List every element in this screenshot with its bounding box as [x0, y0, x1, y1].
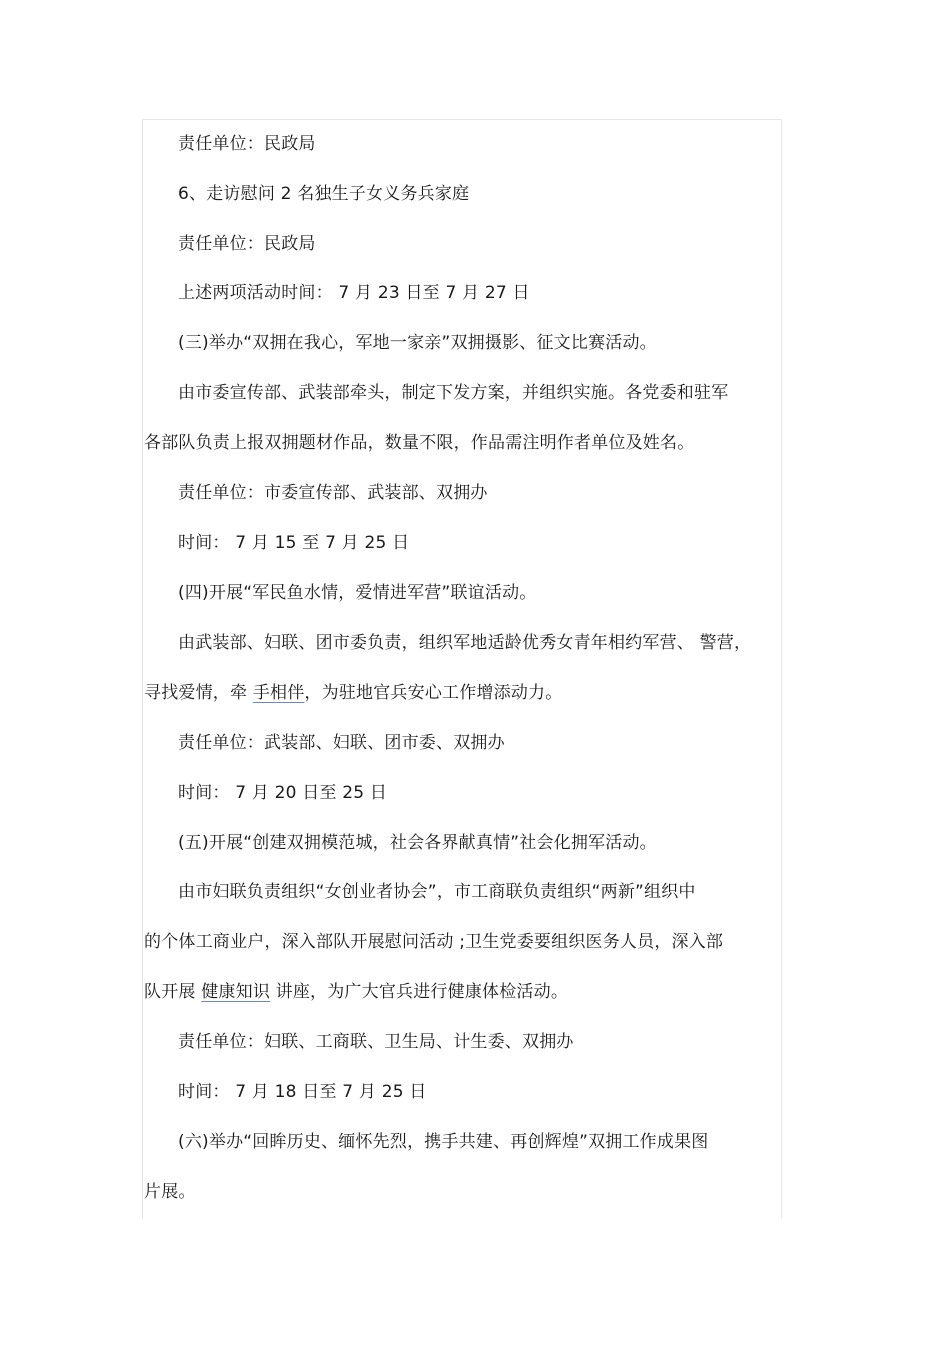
paragraph-line	[144, 678, 562, 708]
section-3-heading: (三)举办“双拥在我心，军地一家亲”双拥摄影、征文比赛活动。	[178, 333, 657, 353]
activity-time-line: 时间： 7 月 15 至 7 月 25 日	[178, 533, 410, 553]
activity-time-line: 时间： 7 月 20 日至 25 日	[178, 783, 388, 803]
activity-time-line: 时间： 7 月 18 日至 7 月 25 日	[178, 1082, 427, 1102]
responsible-unit-line: 责任单位：民政局	[178, 234, 316, 254]
document-page	[142, 119, 782, 1219]
responsible-unit-line: 责任单位：市委宣传部、武装部、双拥办	[178, 483, 488, 503]
item-6-heading: 6、走访慰问 2 名独生子女义务兵家庭	[178, 184, 470, 204]
responsible-unit-line: 责任单位：武装部、妇联、团市委、双拥办	[178, 733, 505, 753]
text-segment: ，为驻地官兵安心工作增添动力。	[304, 683, 563, 703]
text-segment: 队开展	[144, 982, 202, 1002]
paragraph-line: 片展。	[144, 1182, 196, 1202]
section-6-heading: (六)举办“回眸历史、缅怀先烈，携手共建、再创辉煌”双拥工作成果图	[178, 1132, 709, 1152]
responsible-unit-line: 责任单位：民政局	[178, 134, 316, 154]
paragraph-line: 由市妇联负责组织“女创业者协会”，市工商联负责组织“两新”组织中	[178, 882, 696, 902]
responsible-unit-line: 责任单位：妇联、工商联、卫生局、计生委、双拥办	[178, 1032, 574, 1052]
text-segment: 寻找爱情，牵	[144, 683, 253, 703]
paragraph-line: 由武装部、妇联、团市委负责，组织军地适龄优秀女青年相约军营、 警营，	[178, 633, 752, 653]
inline-link[interactable]: 健康知识	[201, 982, 271, 1002]
paragraph-line: 由市委宣传部、武装部牵头，制定下发方案，并组织实施。各党委和驻军	[178, 383, 729, 403]
activity-time-line: 上述两项活动时间： 7 月 23 日至 7 月 27 日	[178, 283, 530, 303]
section-4-heading: (四)开展“军民鱼水情，爱情进军营”联谊活动。	[178, 583, 537, 603]
paragraph-line: 的个体工商业户，深入部队开展慰问活动 ;卫生党委要组织医务人员，深入部	[144, 932, 724, 952]
paragraph-line	[144, 977, 568, 1007]
inline-link[interactable]: 手相伴	[252, 683, 305, 703]
paragraph-line: 各部队负责上报双拥题材作品，数量不限，作品需注明作者单位及姓名。	[144, 433, 695, 453]
text-segment: 讲座，为广大官兵进行健康体检活动。	[270, 982, 569, 1002]
section-5-heading: (五)开展“创建双拥模范城，社会各界献真情”社会化拥军活动。	[178, 833, 657, 853]
